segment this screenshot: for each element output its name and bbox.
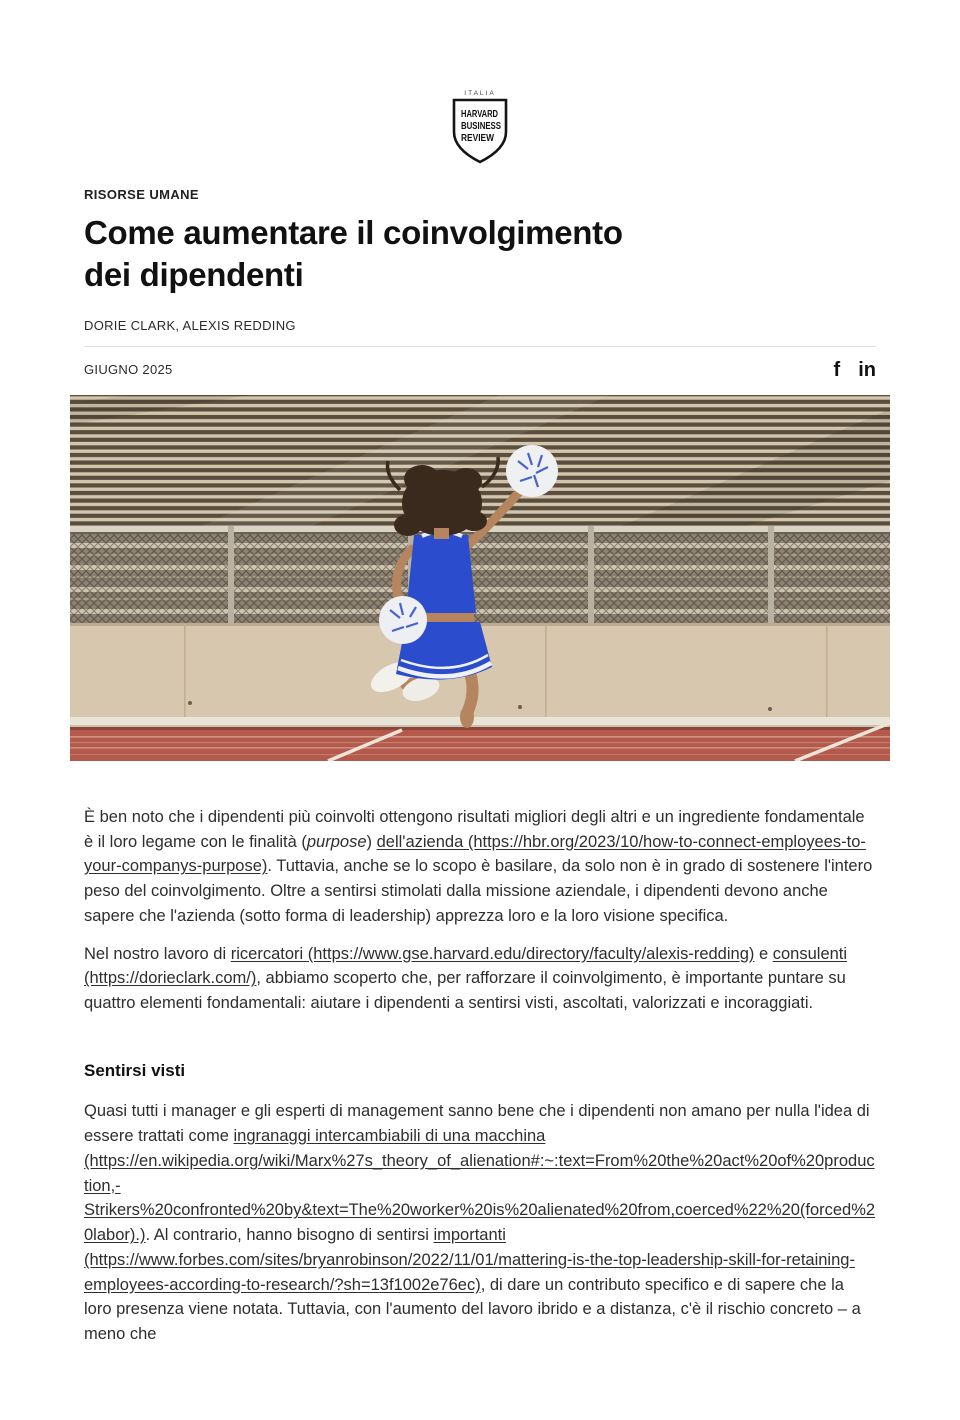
title-line-1: Come aumentare il coinvolgimento xyxy=(84,214,623,251)
pompom-raised xyxy=(506,445,558,497)
hero-illustration xyxy=(70,395,890,761)
logo-country-label: ITALIA xyxy=(464,90,496,97)
section-heading: Sentirsi visti xyxy=(84,1060,186,1080)
inline-link[interactable]: dell'azienda (https://hbr.org/2023/10/how-to-connect-employees-to-your-companys-purpose) xyxy=(84,832,866,876)
paragraph: È ben noto che i dipendenti più coinvolti ottengono risultati migliori degli altri e un ingrediente fondamentale è il loro legame con le finalità (purpose) dell'azienda (https://hbr.org/2023/10/how-to-connect-employees-to-your-companys-purpose). Tuttavia, anche se lo scopo è basilare, da solo non è in grado di sostenere l'intero peso del coinvolgimento. Oltre a sentirsi stimolati dalla missione aziendale, i dipendenti devono anche sapere che l'azienda (sotto forma di leadership) apprezza loro e la loro visione specifica. xyxy=(84,807,873,925)
hbr-shield-logo xyxy=(444,86,516,168)
meta-row xyxy=(84,360,876,380)
logo-word-business: BUSINESS xyxy=(461,120,501,132)
hbr-logo[interactable] xyxy=(84,0,876,173)
article-authors: DORIE CLARK, ALEXIS REDDING xyxy=(84,317,296,333)
inline-link[interactable]: importanti (https://www.forbes.com/sites/bryanrobinson/2022/11/01/mattering-is-the-top-leadership-skill-for-retaining-employees-according-to-research/?sh=13f1002e76ec) xyxy=(84,1226,855,1294)
logo-word-harvard: HARVARD xyxy=(461,108,499,120)
publish-date: GIUGNO 2025 xyxy=(84,362,173,378)
title-line-2: dei dipendenti xyxy=(84,255,304,293)
running-track xyxy=(70,723,890,761)
linkedin-icon[interactable]: in xyxy=(858,358,876,381)
share-bar xyxy=(834,360,876,380)
article-body xyxy=(84,805,876,1347)
logo-word-review: REVIEW xyxy=(461,132,495,144)
page-title xyxy=(84,212,876,296)
inline-link[interactable]: ricercatori (https://www.gse.harvard.edu/directory/faculty/alexis-redding) xyxy=(230,944,755,963)
emphasized-text: purpose xyxy=(306,832,367,851)
inline-link[interactable]: consulenti (https://dorieclark.com/) xyxy=(84,944,848,988)
article-category[interactable]: RISORSE UMANE xyxy=(84,187,199,202)
paragraph: Nel nostro lavoro di ricercatori (https://www.gse.harvard.edu/directory/faculty/alexis-redding) e consulenti (https://dorieclark.com/), abbiamo scoperto che, per rafforzare il coinvolgimento, è importante puntare su quattro elementi fondamentali: aiutare i dipendenti a sentirsi visti, ascoltati, valorizzati e incoraggiati. xyxy=(84,944,848,1013)
facebook-icon[interactable]: f xyxy=(833,358,841,381)
chain-link-fence xyxy=(70,526,890,623)
inline-link[interactable]: ingranaggi intercambiabili di una macchina (https://en.wikipedia.org/wiki/Marx%27s_theory_of_alienation#:~:text=From%20the%20act%20of%20production,-Strikers%20confronted%20by&text=The%20worker%20is%20alienated%20from,coerced%22%20(forced%20labor).) xyxy=(84,1127,876,1245)
paragraph: Quasi tutti i manager e gli esperti di management sanno bene che i dipendenti non amano per nulla l'idea di essere trattati come ingranaggi intercambiabili di una macchina (https://en.wikipedia.org/wiki/Marx%27s_theory_of_alienation#:~:text=From%20the%20act%20of%20production,-Strikers%20confronted%20by&text=The%20worker%20is%20alienated%20from,coerced%22%20(forced%20labor).). Al contrario, hanno bisogno di sentirsi importanti (https://www.forbes.com/sites/bryanrobinson/2022/11/01/mattering-is-the-top-leadership-skill-for-retaining-employees-according-to-research/?sh=13f1002e76ec), di dare un contributo specifico e di sapere che la loro presenza viene notata. Tuttavia, con l'aumento del lavoro ibrido e a distanza, c'è il rischio concreto – a meno che xyxy=(84,1102,876,1344)
header-divider xyxy=(84,346,876,347)
pompom-hip xyxy=(379,596,427,644)
hero-image xyxy=(70,395,890,761)
